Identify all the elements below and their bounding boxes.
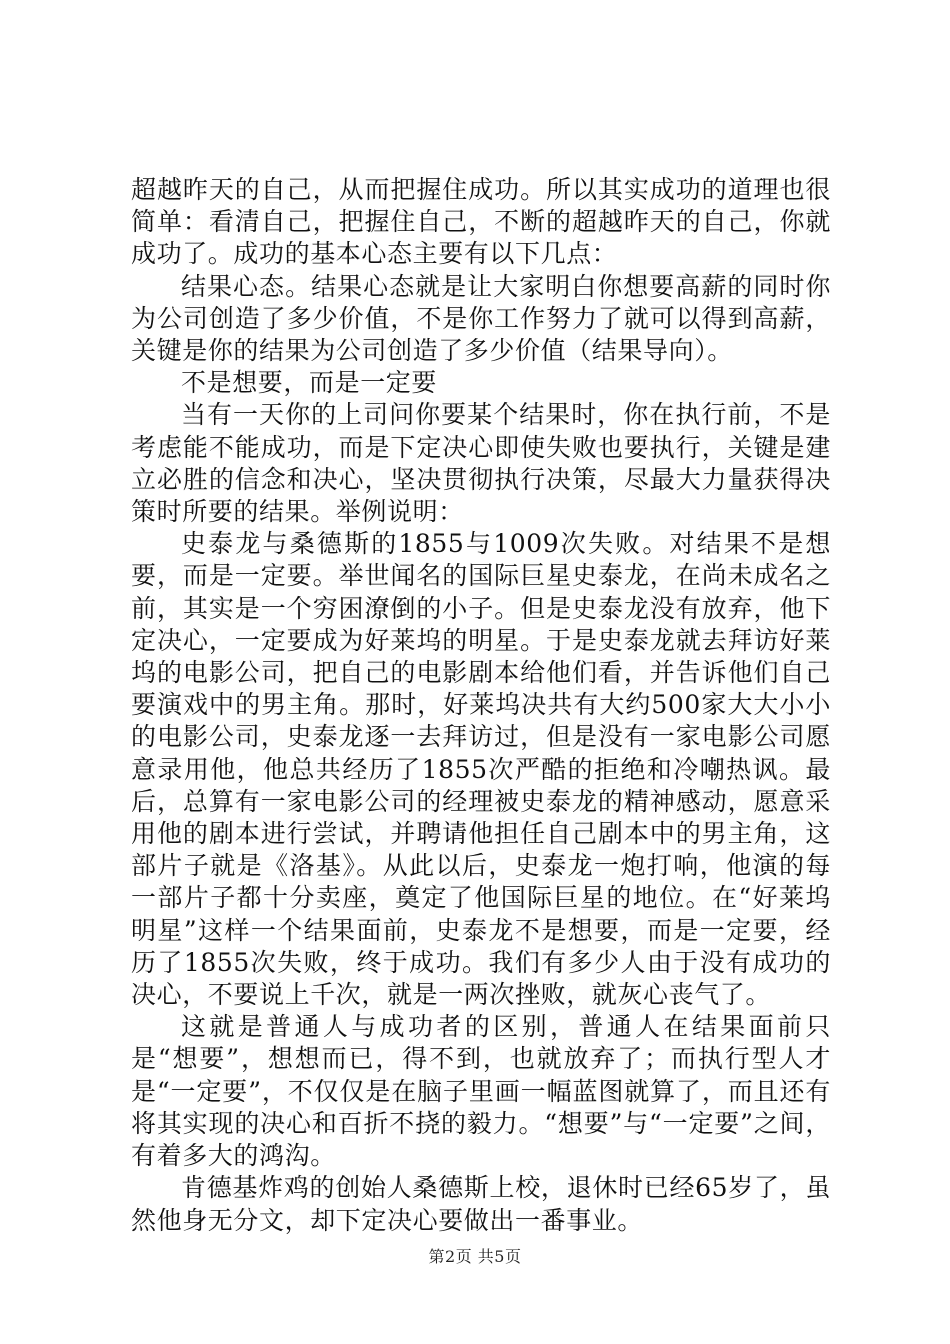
page-footer: 第2页 共5页 bbox=[428, 1247, 522, 1266]
section-heading: 不是想要，而是一定要 bbox=[181, 368, 438, 398]
paragraph-boss-request: 当有一天你的上司问你要某个结果时，你在执行前，不是考虑能不能成功，而是下定决心即使失败也要执行，关键是建立必胜的信念和决心，坚决贯彻执行决策，尽最大力量获得决策时所要的结果。举例说明： bbox=[131, 400, 831, 527]
paragraph-result-mindset: 结果心态。结果心态就是让大家明白你想要高薪的同时你为公司创造了多少价值，不是你工作努力了就可以得到高薪，关键是你的结果为公司创造了多少价值（结果导向）。 bbox=[131, 271, 831, 366]
paragraph-stallone-story: 史泰龙与桑德斯的1855与1009次失败。对结果不是想要，而是一定要。举世闻名的国际巨星史泰龙，在尚未成名之前，其实是一个穷困潦倒的小子。但是史泰龙没有放弃，他下定决心，一定要成为好莱坞的明星。于是史泰龙就去拜访好莱坞的电影公司，把自己的电影剧本给他们看，并告诉他们自己要演戏中的男主角。那时，好莱坞决共有大约500家大大小小的电影公司，史泰龙逐一去拜访过，但是没有一家电影公司愿意录用他，他总共经历了1855次严酷的拒绝和冷嘲热讽。最后，总算有一家电影公司的经理被史泰龙的精神感动，愿意采用他的剧本进行尝试，并聘请他担任自己剧本中的男主角，这部片子就是《洛基》。从此以后，史泰龙一炮打响，他演的每一部片子都十分卖座，奠定了他国际巨星的地位。在“好莱坞明星”这样一个结果面前，史泰龙不是想要，而是一定要，经历了1855次失败，终于成功。我们有多少人由于没有成功的决心，不要说上千次，就是一两次挫败，就灰心丧气了。 bbox=[131, 529, 831, 1010]
document-body bbox=[131, 174, 831, 1237]
paragraph-ordinary-vs-success: 这就是普通人与成功者的区别，普通人在结果面前只是“想要”，想想而已，得不到，也就放弃了；而执行型人才是“一定要”，不仅仅是在脑子里画一幅蓝图就算了，而且还有将其实现的决心和百折不挠的毅力。“想要”与“一定要”之间，有着多大的鸿沟。 bbox=[131, 1012, 831, 1171]
paragraph-continuation: 超越昨天的自己，从而把握住成功。所以其实成功的道理也很简单：看清自己，把握住自己，不断的超越昨天的自己，你就成功了。成功的基本心态主要有以下几点： bbox=[131, 175, 831, 269]
paragraph-sanders: 肯德基炸鸡的创始人桑德斯上校，退休时已经65岁了，虽然他身无分文，却下定决心要做出一番事业。 bbox=[131, 1173, 831, 1235]
